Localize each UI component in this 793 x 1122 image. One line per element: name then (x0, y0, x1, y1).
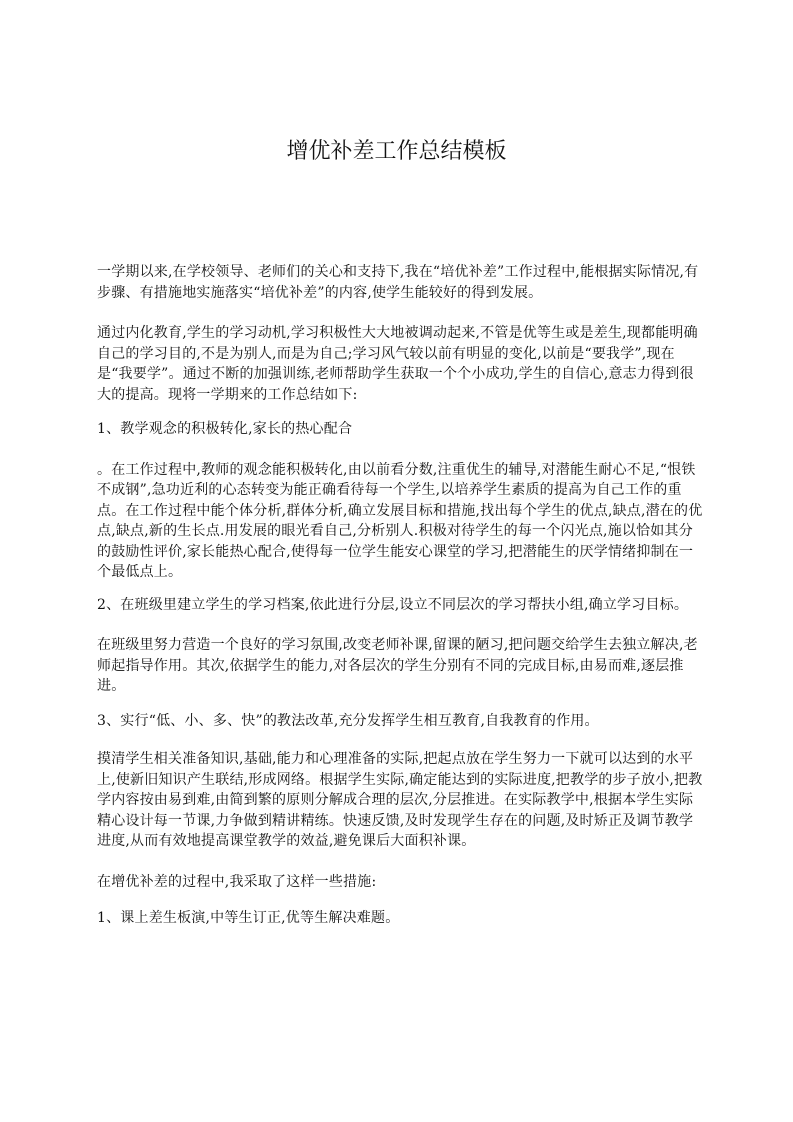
measures-intro: 在增优补差的过程中,我采取了这样一些措施: (97, 873, 377, 890)
section-2-paragraph: 在班级里努力营造一个良好的学习氛围,改变老师补课,留课的陋习,把问题交给学生去独立解决,老师起指导作用。其次,依据学生的能力,对各层次的学生分别有不同的完成目标,由易而难,逐层推进。 (97, 637, 698, 694)
intro-paragraph: 一学期以来,在学校领导、老师们的关心和支持下,我在“培优补差”工作过程中,能根据实际情况,有步骤、有措施地实施落实“培优补差”的内容,使学生能较好的得到发展。 (97, 264, 699, 301)
section-heading-2: 2、在班级里建立学生的学习档案,依此进行分层,设立不同层次的学习帮扶小组,确立学习目标。 (97, 596, 689, 613)
section-heading-3: 3、实行“低、小、多、快”的教法改革,充分发挥学生相互教育,自我教育的作用。 (97, 712, 599, 729)
document-body (97, 262, 705, 929)
section-1-paragraph: 。在工作过程中,教师的观念能积极转化,由以前看分数,注重优生的辅导,对潜能生耐心不足,“恨铁不成钢”,急功近利的心态转变为能正确看待每一个学生,以培养学生素质的提高为自己工作的重点。在工作过程中能个体分析,群体分析,确立发展目标和措施,找出每个学生的优点,缺点,潜在的优点,缺点,新的生长点.用发展的眼光看自己,分析别人.积极对待学生的每一个闪光点,施以恰如其分的鼓励性评价,家长能热心配合,使得每一位学生能安心课堂的学习,把潜能生的厌学情绪抑制在一个最低点上。 (97, 461, 703, 580)
section-3-paragraph: 摸清学生相关准备知识,基础,能力和心理准备的实际,把起点放在学生努力一下就可以达到的水平上,使新旧知识产生联结,形成网络。根据学生实际,确定能达到的实际进度,把教学的步子放小,把教学内容按由易到难,由简到繁的原则分解成合理的层次,分层推进。在实际教学中,根据本学生实际精心设计每一节课,力争做到精讲精练。快速反馈,及时发现学生存在的问题,及时矫正及调节教学进度,从而有效地提高课堂教学的效益,避免课后大面积补课。 (97, 751, 703, 849)
section-heading-1: 1、教学观念的积极转化,家长的热心配合 (97, 421, 353, 437)
document-title: 增优补差工作总结模板 (286, 139, 507, 164)
measure-item-1: 1、课上差生板演,中等生订正,优等生解决难题。 (97, 910, 400, 926)
motivation-paragraph: 通过内化教育,学生的学习动机,学习积极性大大地被调动起来,不管是优等生或是差生,现都能明确自己的学习目的,不是为别人,而是为自己;学习风气较以前有明显的变化,以前是“要我学”,现在是“我要学”。通过不断的加强训练,老师帮助学生获取一个个小成功,学生的自信心,意志力得到很大的提高。现将一学期来的工作总结如下: (97, 325, 698, 403)
